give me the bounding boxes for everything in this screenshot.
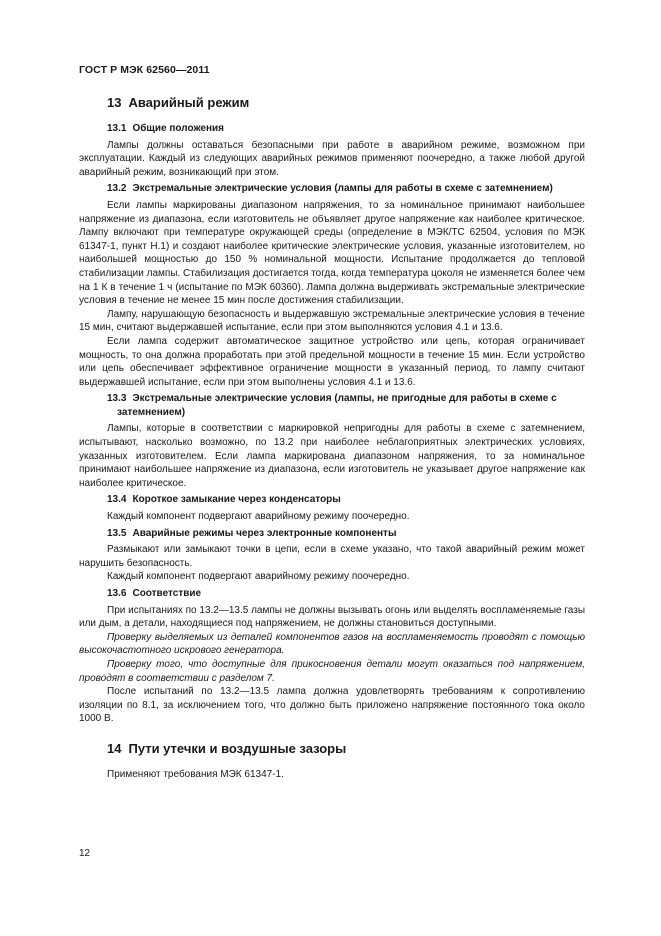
- subsection-13-1-heading: [79, 122, 585, 136]
- subsection-number: 13.3: [107, 393, 127, 405]
- subsection-13-2-heading: [79, 182, 585, 196]
- paragraph-italic: Проверку того, что доступные для прикосновения детали могут оказаться под напряжением, проводят в соответствии с разделом 7.: [79, 658, 585, 684]
- section-14-heading: [107, 740, 585, 758]
- subsection-13-5-heading: [79, 527, 585, 541]
- page-content: [79, 94, 585, 782]
- subsection-number: 13.1: [107, 123, 127, 134]
- paragraph-italic: Проверку выделяемых из деталей компонентов газов на воспламеняемость проводят с помощью высокочастотного искрового генератора.: [79, 631, 585, 657]
- paragraph: Лампы, которые в соответствии с маркировкой непригодны для работы в схеме с затемнением, испытывают, насколько возможно, по 13.2 при наиболее неблагоприятных электрических условиях, указанных изготовителем. Если лампа маркирована диапазоном напряжения, то за номинальное принимают наибольшее напряжение из диапазона, если изготовитель не указывает другое напряжение как наиболее критическое.: [79, 423, 585, 489]
- page-number: 12: [79, 848, 91, 859]
- subsection-number: 13.4: [107, 494, 127, 506]
- paragraph: Каждый компонент подвергают аварийному режиму поочередно.: [107, 511, 410, 523]
- paragraph: Если лампы маркированы диапазоном напряжения, то за номинальное принимают наибольшее напряжение из диапазона, если изготовитель не объявляет другое напряжение как наиболее критическое. Лампу включают при температуре окружающей среды (определение в МЭК/ТС 62504, условия по МЭК 61347-1, пункт H.1) и создают наиболее критические электрические условия, указанные изготовителем, но наибольшей мощностью до 150 % номинальной мощности. Испытание продолжается до тепловой стабилизации лампы. Стабилизация достигается тогда, когда температура цоколя не изменяется более чем на 1 К в течение 1 ч (испытание по МЭК 60360). Лампа должна выдерживать экстремальные электрические условия в течение не менее 15 мин после достижения стабилизации.: [79, 199, 585, 307]
- paragraph: После испытаний по 13.2—13.5 лампа должна удовлетворять требованиям к сопротивлению изоляции по 8.1, за исключением того, что должно быть приложено напряжение постоянного тока около 1000 В.: [79, 686, 585, 725]
- section-number: 14: [107, 740, 122, 756]
- subsection-13-4-heading: [79, 493, 585, 507]
- subsection-title: Общие положения: [132, 123, 224, 134]
- paragraph: Лампу, нарушающую безопасность и выдержавшую экстремальные электрические условия в течение 15 мин, считают выдержавшей испытание, если при этом выполняются условия 4.1 и 13.6.: [79, 308, 585, 334]
- section-title: Пути утечки и воздушные зазоры: [128, 740, 347, 756]
- subsection-13-6-heading: [79, 587, 585, 601]
- subsection-title: Аварийные режимы через электронные компоненты: [132, 527, 397, 539]
- subsection-13-3-heading: [79, 392, 585, 419]
- section-13-heading: [107, 94, 585, 112]
- subsection-title: Соответствие: [132, 588, 202, 599]
- subsection-title: Экстремальные электрические условия (лампы, не пригодные для работы в схеме с затемнением): [117, 393, 557, 418]
- section-number: 13: [107, 95, 122, 110]
- subsection-title: Экстремальные электрические условия (лампы для работы в схеме с затемнением): [132, 183, 553, 195]
- standard-header: ГОСТ Р МЭК 62560—2011: [79, 64, 210, 76]
- paragraph: При испытаниях по 13.2—13.5 лампы не должны вызывать огонь или выделять воспламеняемые газы или дым, а детали, находящиеся под напряжением, не должны становиться доступными.: [79, 604, 585, 630]
- paragraph: Размыкают или замыкают точки в цепи, если в схеме указано, что такой аварийный режим может нарушить безопасность.: [79, 544, 585, 569]
- paragraph: Каждый компонент подвергают аварийному режиму поочередно.: [107, 571, 410, 583]
- paragraph: Лампы должны оставаться безопасными при работе в аварийном режиме, возможном при эксплуатации. Каждый из следующих аварийных режимов применяют поочередно, а также любой другой аварийный режим, возникающий при этом.: [79, 139, 585, 178]
- subsection-title: Короткое замыкание через конденсаторы: [132, 494, 341, 506]
- subsection-number: 13.5: [107, 527, 127, 539]
- section-title: Аварийный режим: [128, 95, 250, 110]
- paragraph: Если лампа содержит автоматическое защитное устройство или цепь, которая ограничивает мощность, то она должна проработать при этой предельной мощности в течение 15 мин. Если устройство или цепь обеспечивает эффективное ограничение мощности в указанный период, то лампу считают выдержавшей испытание, если при этом выполнены условия 4.1 и 13.6.: [79, 335, 585, 388]
- subsection-number: 13.6: [107, 588, 127, 599]
- paragraph: Применяют требования МЭК 61347-1.: [107, 768, 284, 780]
- subsection-number: 13.2: [107, 183, 127, 195]
